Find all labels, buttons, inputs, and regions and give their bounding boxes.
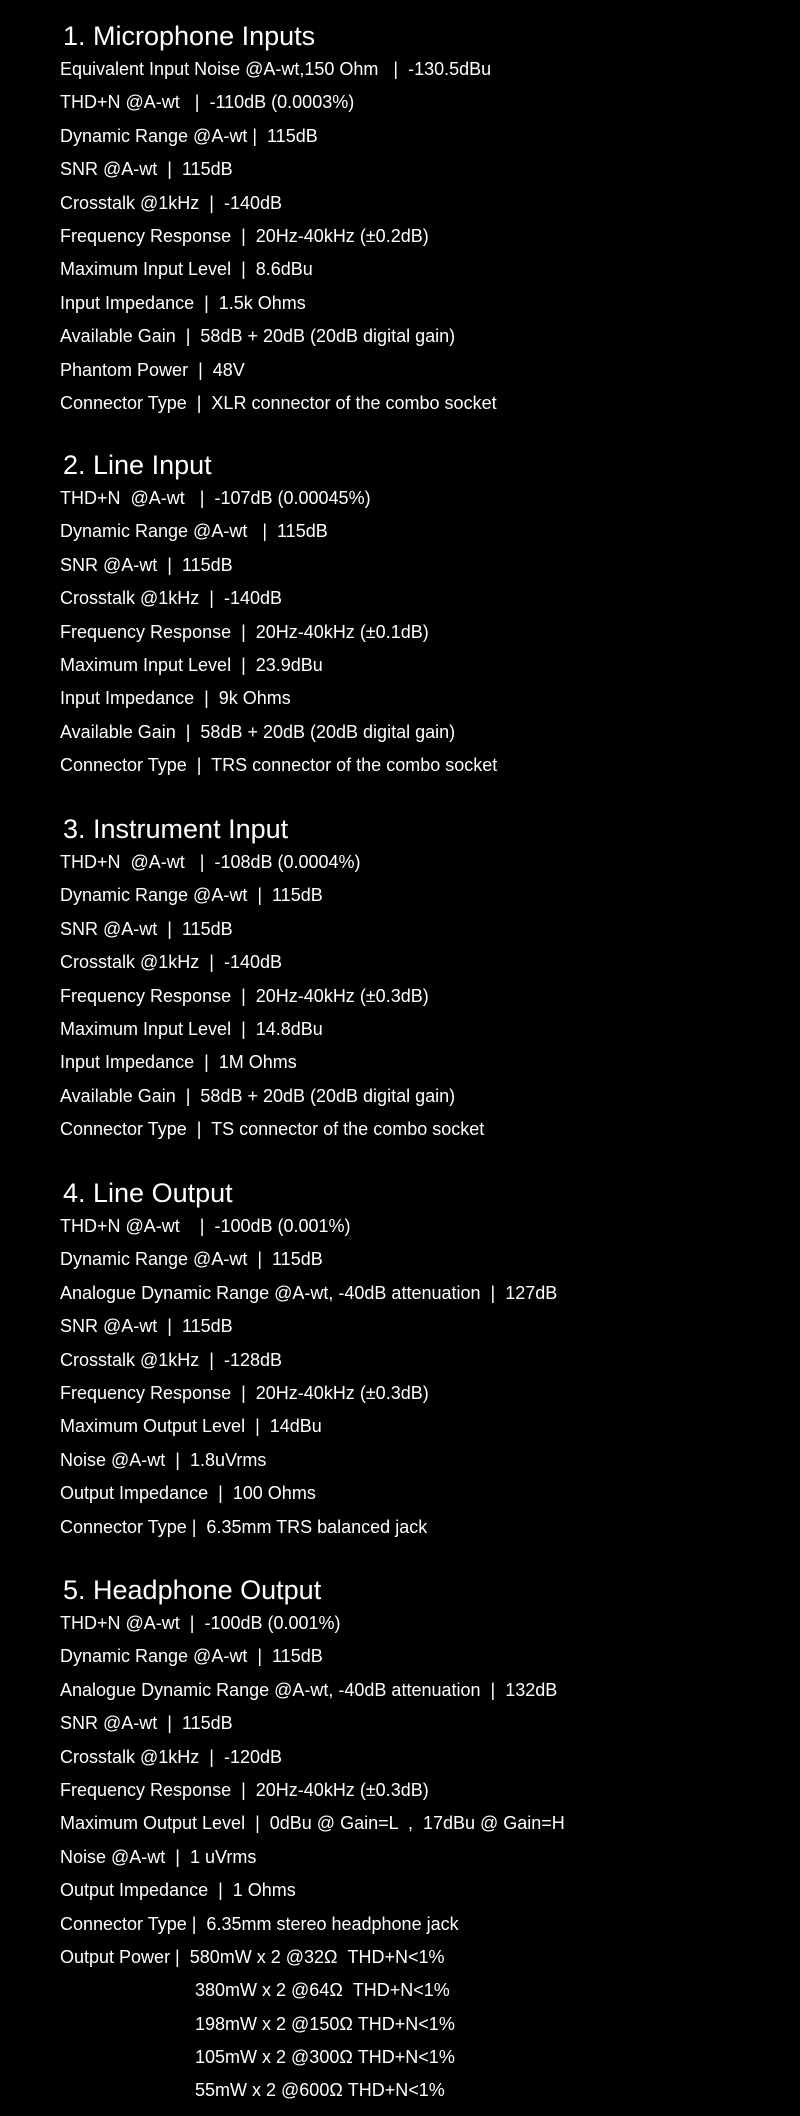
section-microphone-inputs [60, 19, 790, 420]
spec-row: Dynamic Range @A-wt | 115dB [60, 885, 323, 906]
spec-row: Connector Type | 6.35mm TRS balanced jack [60, 1516, 428, 1537]
spec-row: Frequency Response | 20Hz-40kHz (±0.3dB) [60, 985, 429, 1006]
spec-row: Maximum Output Level | 0dBu @ Gain=L , 17dBu @ Gain=H [60, 1813, 565, 1834]
spec-row: Input Impedance | 9k Ohms [60, 688, 291, 709]
spec-row: Output Impedance | 100 Ohms [60, 1483, 316, 1504]
spec-row: 198mW x 2 @150Ω THD+N<1% [195, 2013, 455, 2034]
section-instrument-input [60, 812, 790, 1147]
spec-row: Frequency Response | 20Hz-40kHz (±0.2dB) [60, 225, 429, 246]
spec-row: 55mW x 2 @600Ω THD+N<1% [195, 2080, 445, 2101]
spec-list [60, 53, 790, 420]
spec-row: 105mW x 2 @300Ω THD+N<1% [195, 2047, 455, 2068]
spec-row: Dynamic Range @A-wt | 115dB [60, 1646, 323, 1667]
spec-row: Noise @A-wt | 1.8uVrms [60, 1449, 267, 1470]
spec-row: Connector Type | XLR connector of the combo socket [60, 392, 497, 413]
spec-row: Available Gain | 58dB + 20dB (20dB digital gain) [60, 1085, 456, 1106]
spec-row: SNR @A-wt | 115dB [60, 918, 233, 939]
spec-list [60, 1210, 790, 1544]
spec-row: THD+N @A-wt | -107dB (0.00045%) [60, 488, 371, 508]
spec-row: Available Gain | 58dB + 20dB (20dB digital gain) [60, 326, 456, 347]
spec-list [60, 482, 790, 783]
spec-row: Connector Type | TS connector of the combo socket [60, 1119, 485, 1140]
spec-row: THD+N @A-wt | -100dB (0.001%) [60, 1613, 341, 1633]
spec-row: THD+N @A-wt | -108dB (0.0004%) [60, 852, 361, 872]
spec-row: Maximum Input Level | 8.6dBu [60, 259, 313, 280]
spec-row: Available Gain | 58dB + 20dB (20dB digital gain) [60, 721, 456, 742]
spec-row: Input Impedance | 1M Ohms [60, 1052, 297, 1073]
spec-row: Noise @A-wt | 1 uVrms [60, 1846, 257, 1867]
section-heading: 3. Instrument Input [63, 814, 289, 844]
spec-row: Frequency Response | 20Hz-40kHz (±0.3dB) [60, 1779, 429, 1800]
spec-list [60, 1607, 790, 2108]
spec-row: SNR @A-wt | 115dB [60, 554, 233, 575]
spec-row: Crosstalk @1kHz | -140dB [60, 588, 283, 609]
spec-row: Equivalent Input Noise @A-wt,150 Ohm | -130.5dBu [60, 59, 492, 79]
spec-row: Crosstalk @1kHz | -140dB [60, 192, 283, 213]
section-heading: 1. Microphone Inputs [63, 21, 316, 51]
spec-row: Maximum Input Level | 14.8dBu [60, 1018, 323, 1039]
spec-row: THD+N @A-wt | -100dB (0.001%) [60, 1216, 351, 1236]
spec-row: Analogue Dynamic Range @A-wt, -40dB attenuation | 127dB [60, 1282, 558, 1303]
spec-row: Crosstalk @1kHz | -120dB [60, 1746, 283, 1767]
spec-row: Phantom Power | 48V [60, 359, 245, 380]
spec-row: Crosstalk @1kHz | -140dB [60, 952, 283, 973]
spec-row: Connector Type | 6.35mm stereo headphone jack [60, 1913, 459, 1934]
spec-row: Output Impedance | 1 Ohms [60, 1880, 296, 1901]
section-headphone-output [60, 1573, 790, 2108]
spec-row: THD+N @A-wt | -110dB (0.0003%) [60, 92, 355, 113]
spec-list [60, 846, 790, 1147]
section-line-output [60, 1176, 790, 1544]
spec-row: Maximum Input Level | 23.9dBu [60, 654, 323, 675]
spec-row: Frequency Response | 20Hz-40kHz (±0.3dB) [60, 1382, 429, 1403]
spec-row: Connector Type | TRS connector of the combo socket [60, 755, 498, 776]
section-heading: 5. Headphone Output [63, 1575, 322, 1605]
spec-row: SNR @A-wt | 115dB [60, 1316, 233, 1337]
spec-row: Output Power | 580mW x 2 @32Ω THD+N<1% [60, 1946, 445, 1967]
spec-row: Dynamic Range @A-wt | 115dB [60, 1249, 323, 1270]
spec-row: Frequency Response | 20Hz-40kHz (±0.1dB) [60, 621, 429, 642]
section-line-input [60, 448, 790, 783]
section-heading: 2. Line Input [63, 450, 212, 480]
section-heading: 4. Line Output [63, 1178, 233, 1208]
spec-row: SNR @A-wt | 115dB [60, 159, 233, 180]
spec-row: Maximum Output Level | 14dBu [60, 1416, 322, 1437]
spec-row: Dynamic Range @A-wt | 115dB [60, 125, 318, 146]
spec-row: Dynamic Range @A-wt | 115dB [60, 521, 328, 542]
spec-row: SNR @A-wt | 115dB [60, 1713, 233, 1734]
spec-row: 380mW x 2 @64Ω THD+N<1% [195, 1980, 450, 2001]
spec-row: Analogue Dynamic Range @A-wt, -40dB attenuation | 132dB [60, 1679, 558, 1700]
spec-row: Input Impedance | 1.5k Ohms [60, 292, 306, 313]
spec-row: Crosstalk @1kHz | -128dB [60, 1349, 283, 1370]
